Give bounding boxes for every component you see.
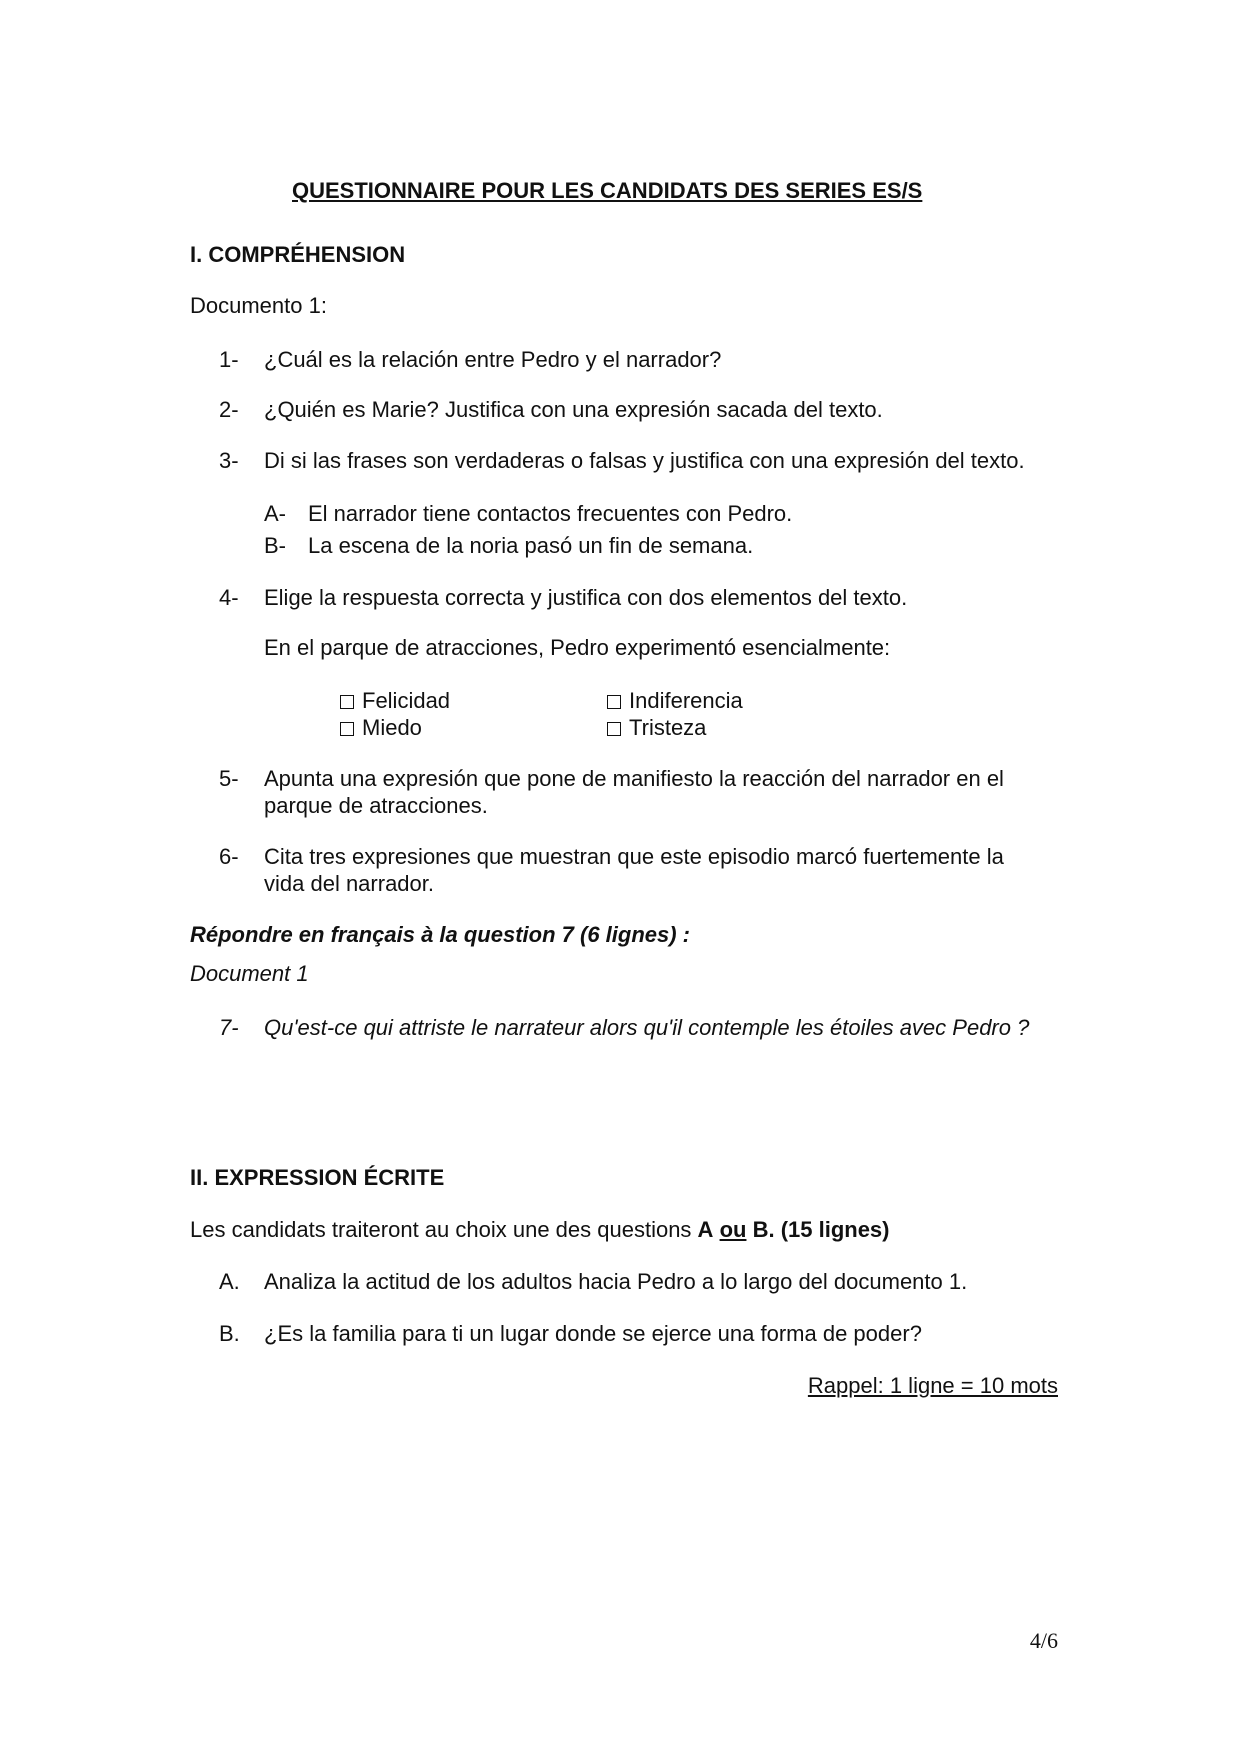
option-label: Indiferencia: [629, 688, 743, 713]
reminder: Rappel: 1 ligne = 10 mots: [807, 1373, 1058, 1398]
item-letter: B.: [219, 1321, 240, 1346]
question-text: Elige la respuesta correcta y justifica con dos elementos del texto.: [264, 585, 908, 610]
intro-text: Les candidats traiteront au choix une des questions: [190, 1217, 698, 1242]
item-text: ¿Es la familia para ti un lugar donde se ejerce una forma de poder?: [264, 1321, 922, 1346]
french-document-label: Document 1: [190, 961, 309, 986]
intro-suffix: B. (15 lignes): [752, 1217, 890, 1242]
question-text: ¿Quién es Marie? Justifica con una expresión sacada del texto.: [264, 397, 883, 422]
item-letter: A.: [219, 1269, 240, 1294]
question-text: ¿Cuál es la relación entre Pedro y el narrador?: [264, 347, 722, 372]
option-label: Miedo: [362, 715, 422, 740]
option-miedo[interactable]: [340, 714, 422, 741]
section-heading-comprehension: I. COMPRÉHENSION: [190, 242, 406, 267]
question-number: 5-: [219, 766, 239, 791]
sub-item-text: La escena de la noria pasó un fin de semana.: [308, 533, 754, 558]
question-text: Apunta una expresión que pone de manifiesto la reacción del narrador en el: [264, 766, 1004, 791]
sub-item-letter: B-: [264, 533, 286, 558]
sub-item-letter: A-: [264, 501, 286, 526]
question-text: Cita tres expresiones que muestran que este episodio marcó fuertemente la: [264, 844, 1004, 869]
question-number: 4-: [219, 585, 239, 610]
question-number: 1-: [219, 347, 239, 372]
option-label: Felicidad: [362, 688, 451, 713]
sub-item-text: El narrador tiene contactos frecuentes con Pedro.: [308, 501, 793, 526]
document-label: Documento 1:: [190, 293, 327, 318]
checkbox-icon: [340, 722, 354, 736]
intro-a: A: [697, 1217, 714, 1242]
question-text: Di si las frases son verdaderas o falsas y justifica con una expresión del texto.: [264, 448, 1025, 473]
question-number: 6-: [219, 844, 239, 869]
question-text: Qu'est-ce qui attriste le narrateur alors qu'il contemple les étoiles avec Pedro ?: [264, 1015, 1030, 1040]
section-intro: [190, 1216, 890, 1243]
intro-ou: ou: [719, 1217, 747, 1242]
checkbox-icon: [607, 695, 621, 709]
question-prompt: En el parque de atracciones, Pedro experimentó esencialmente:: [264, 635, 891, 660]
question-text: parque de atracciones.: [264, 793, 488, 818]
option-label: Tristeza: [629, 715, 707, 740]
option-tristeza[interactable]: [607, 714, 706, 741]
question-number: 7-: [219, 1015, 239, 1040]
question-text: vida del narrador.: [264, 871, 434, 896]
section-heading-expression: II. EXPRESSION ÉCRITE: [190, 1165, 445, 1190]
option-indiferencia[interactable]: [607, 687, 743, 714]
page-number: 4/6: [1029, 1628, 1058, 1653]
checkbox-icon: [607, 722, 621, 736]
page-title: QUESTIONNAIRE POUR LES CANDIDATS DES SERIES ES/S: [292, 178, 923, 203]
question-number: 2-: [219, 397, 239, 422]
item-text: Analiza la actitud de los adultos hacia Pedro a lo largo del documento 1.: [264, 1269, 968, 1294]
question-number: 3-: [219, 448, 239, 473]
option-felicidad[interactable]: [340, 687, 450, 714]
french-instruction: Répondre en français à la question 7 (6 lignes) :: [190, 922, 691, 947]
checkbox-icon: [340, 695, 354, 709]
